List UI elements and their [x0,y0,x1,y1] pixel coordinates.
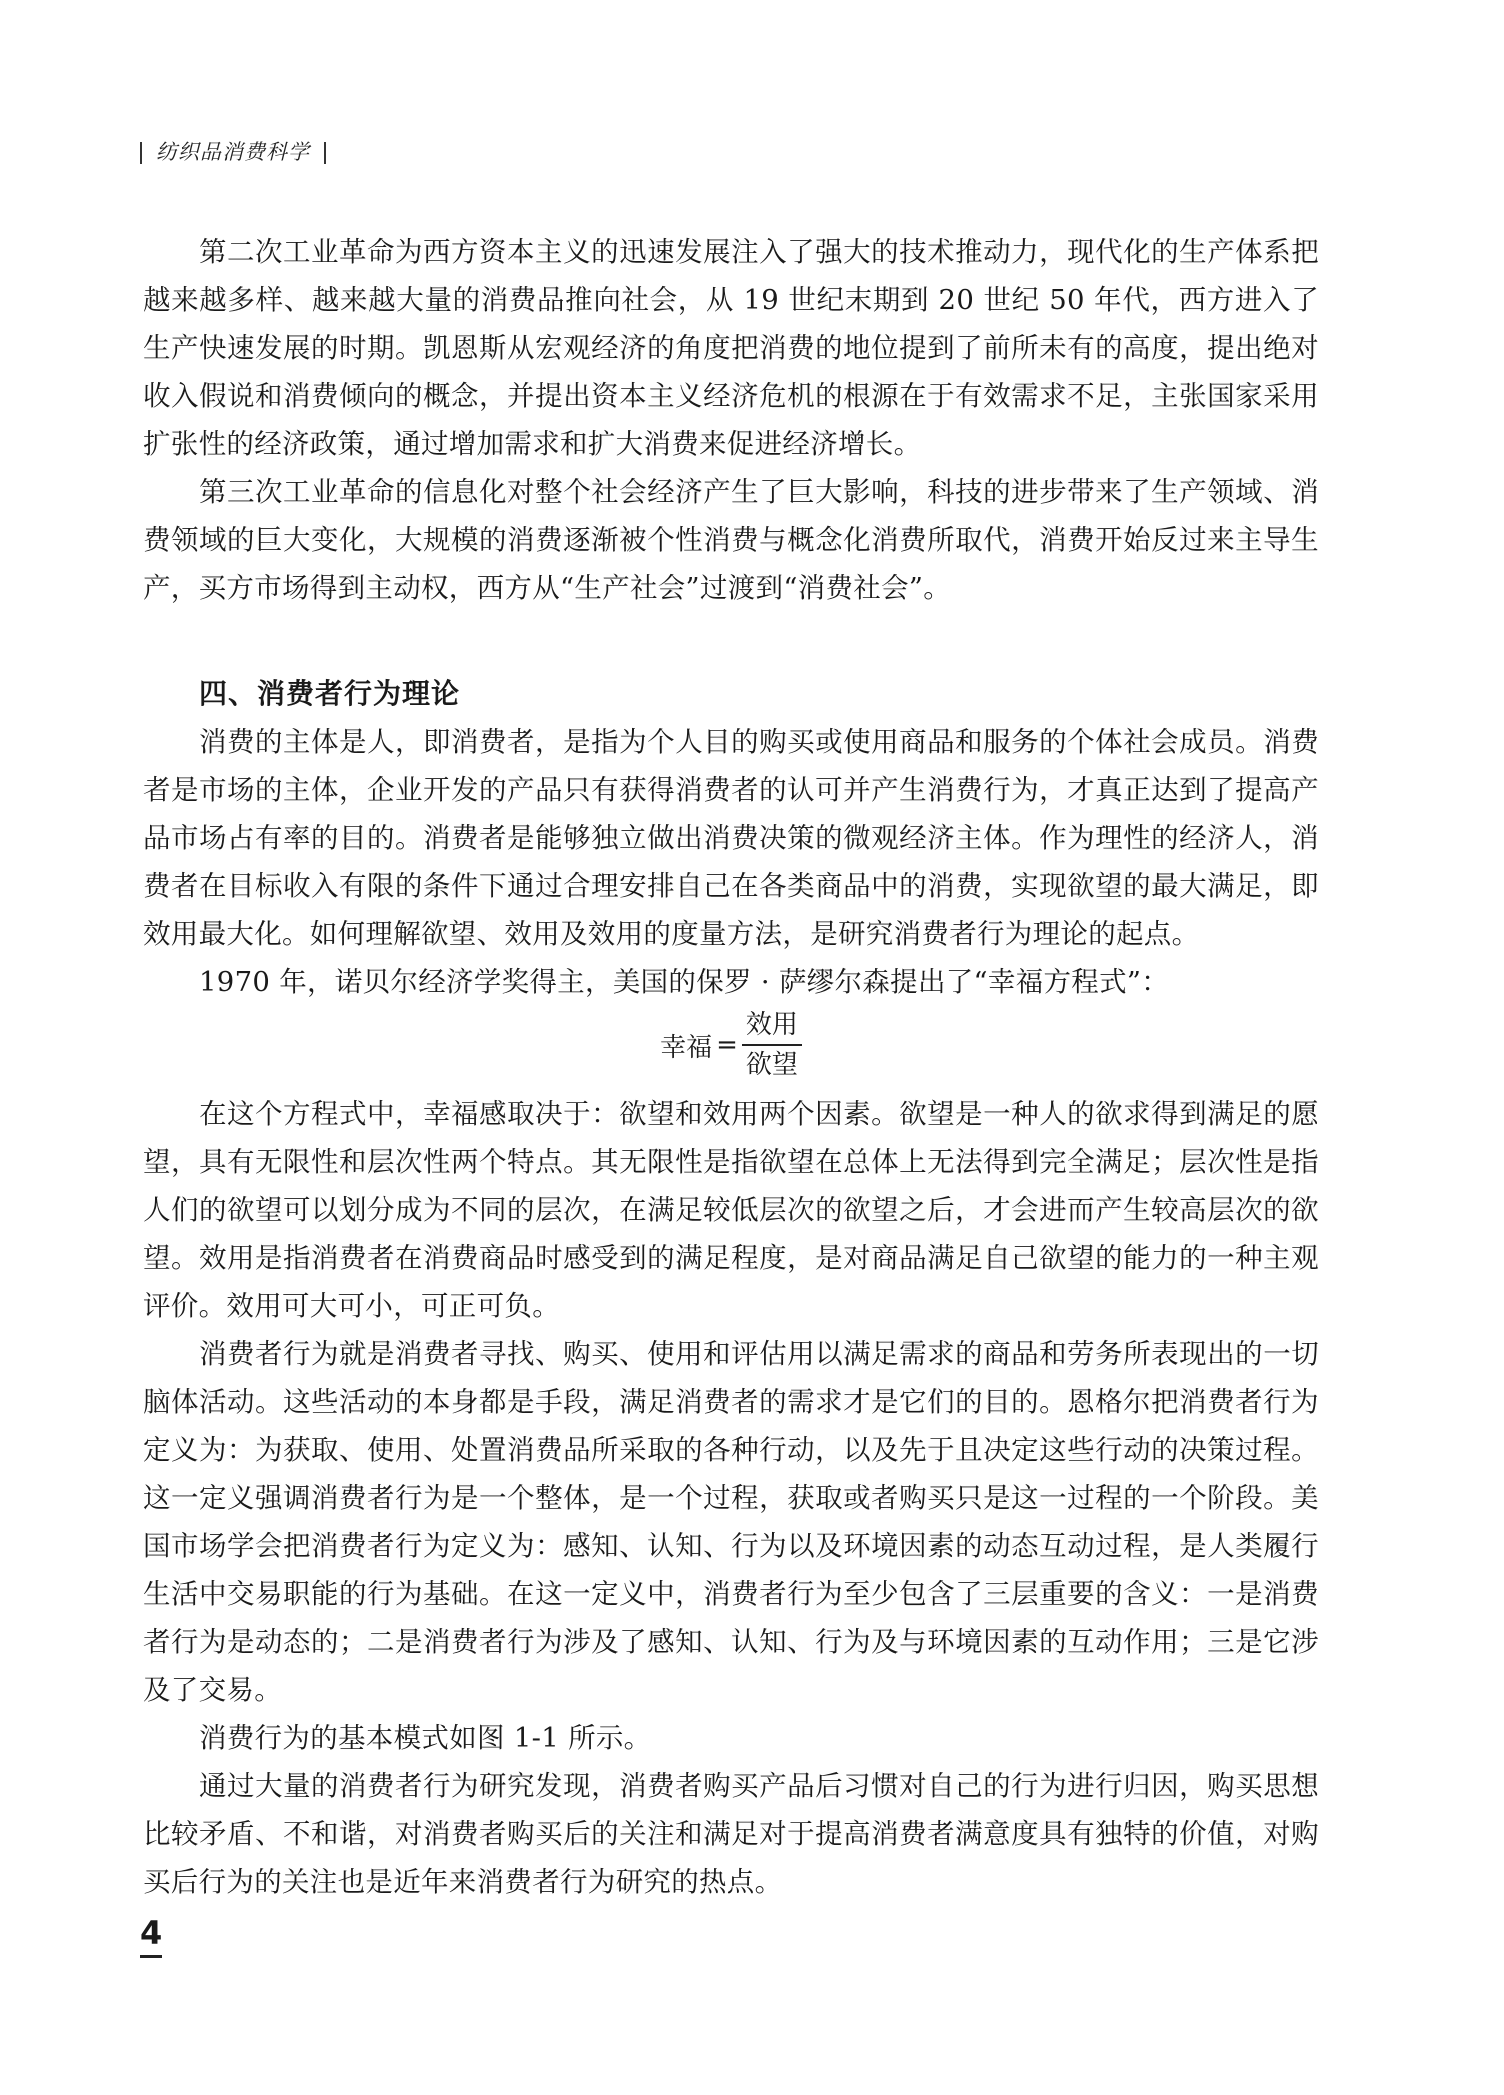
formula-denominator: 欲望 [745,1050,798,1080]
running-header [140,136,340,166]
paragraph-consumer-behavior-definition: 消费者行为就是消费者寻找、购买、使用和评估用以满足需求的商品和劳务所表现出的一切脑体活动。这些活动的本身都是手段，满足消费者的需求才是它们的目的。恩格尔把消费者行为定义为：为获取、使用、处置消费品所采取的各种行动，以及先于且决定这些行动的决策过程。这一定义强调消费者行为是一个整体，是一个过程，获取或者购买只是这一过程的一个阶段。美国市场学会把消费者行为定义为：感知、认知、行为以及环境因素的动态互动过程，是人类履行生活中交易职能的行为基础。在这一定义中，消费者行为至少包含了三层重要的含义：一是消费者行为是动态的；二是消费者行为涉及了感知、认知、行为及与环境因素的互动作用；三是它涉及了交易。 [143,1338,1319,1706]
page-number: 4 [140,1915,162,1958]
paragraph-desire-utility: 在这个方程式中，幸福感取决于：欲望和效用两个因素。欲望是一种人的欲求得到满足的愿望，具有无限性和层次性两个特点。其无限性是指欲望在总体上无法得到完全满足；层次性是指人们的欲望可以划分成为不同的层次，在满足较低层次的欲望之后，才会进而产生较高层次的欲望。效用是指消费者在消费商品时感受到的满足程度，是对商品满足自己欲望的能力的一种主观评价。效用可大可小，可正可负。 [143,1098,1319,1322]
paragraph-figure-reference: 消费行为的基本模式如图 1-1 所示。 [199,1722,652,1754]
page-body [143,228,1319,1906]
formula-fraction [742,1008,802,1082]
book-title: 纺织品消费科学 [156,140,310,164]
paragraph-post-purchase: 通过大量的消费者行为研究发现，消费者购买产品后习惯对自己的行为进行归因，购买思想比较矛盾、不和谐，对消费者购买后的关注和满足对于提高消费者满意度具有独特的价值，对购买后行为的关注也是近年来消费者行为研究的热点。 [143,1770,1319,1898]
section-heading: 四、消费者行为理论 [199,677,461,710]
header-divider-left [140,142,142,164]
happiness-formula [143,1008,1319,1086]
paragraph-second-industrial-revolution: 第二次工业革命为西方资本主义的迅速发展注入了强大的技术推动力，现代化的生产体系把越来越多样、越来越大量的消费品推向社会，从 19 世纪末期到 20 世纪 50 年代，西方进入了生产快速发展的时期。凯恩斯从宏观经济的角度把消费的地位提到了前所未有的高度，提出绝对收入假说和消费倾向的概念，并提出资本主义经济危机的根源在于有效需求不足，主张国家采用扩张性的经济政策，通过增加需求和扩大消费来促进经济增长。 [143,236,1319,460]
header-divider-right [324,142,326,164]
paragraph-formula-intro: 1970 年，诺贝尔经济学奖得主，美国的保罗 · 萨缪尔森提出了“幸福方程式”： [199,966,1170,998]
formula-numerator: 效用 [742,1008,802,1046]
formula-equals: = [716,1030,738,1060]
paragraph-third-industrial-revolution: 第三次工业革命的信息化对整个社会经济产生了巨大影响，科技的进步带来了生产领域、消费领域的巨大变化，大规模的消费逐渐被个性消费与概念化消费所取代，消费开始反过来主导生产，买方市场得到主动权，西方从“生产社会”过渡到“消费社会”。 [143,476,1319,604]
paragraph-consumer-definition: 消费的主体是人，即消费者，是指为个人目的购买或使用商品和服务的个体社会成员。消费者是市场的主体，企业开发的产品只有获得消费者的认可并产生消费行为，才真正达到了提高产品市场占有率的目的。消费者是能够独立做出消费决策的微观经济主体。作为理性的经济人，消费者在目标收入有限的条件下通过合理安排自己在各类商品中的消费，实现欲望的最大满足，即效用最大化。如何理解欲望、效用及效用的度量方法，是研究消费者行为理论的起点。 [143,726,1319,950]
formula-lhs: 幸福 [660,1032,713,1063]
